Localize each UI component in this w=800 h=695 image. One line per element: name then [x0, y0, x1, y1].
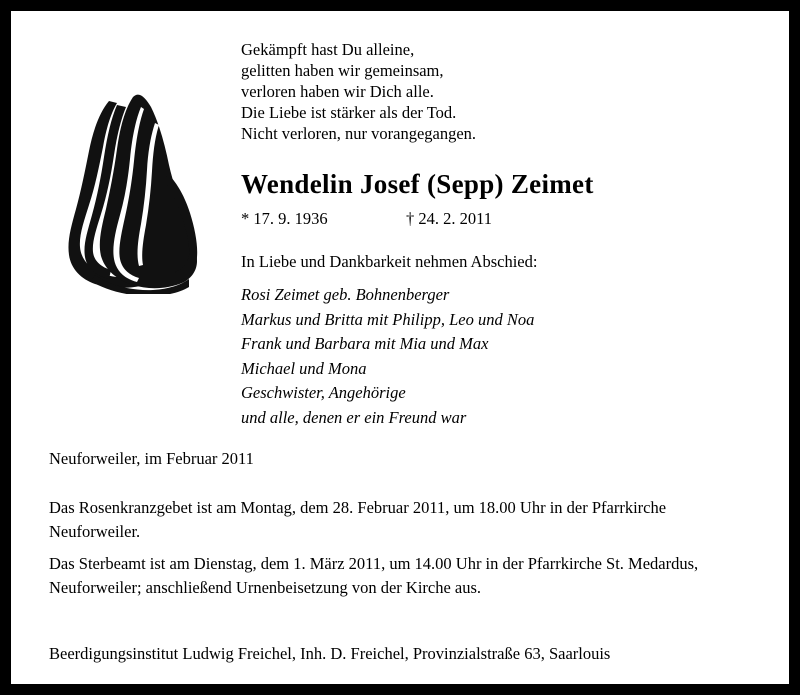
place-and-date: Neuforweiler, im Februar 2011 [49, 449, 254, 468]
family-member: Markus und Britta mit Philipp, Leo und Noa [241, 309, 535, 329]
death-date: † 24. 2. 2011 [406, 209, 493, 228]
verse-text [241, 39, 476, 144]
life-dates [241, 209, 492, 229]
funeral-mass-paragraph: Das Sterbeamt ist am Dienstag, dem 1. März 2011, um 14.00 Uhr in der Pfarrkirche St. Medardus, Neuforweiler; anschließend Urnenbeisetzung von der Kirche aus. [49, 554, 699, 597]
family-member: Rosi Zeimet geb. Bohnenberger [241, 285, 450, 304]
farewell-intro: In Liebe und Dankbarkeit nehmen Abschied: [241, 252, 538, 271]
family-member: Michael und Mona [241, 358, 367, 378]
funeral-home-footer: Beerdigungsinstitut Ludwig Freichel, Inh. D. Freichel, Provinzialstraße 63, Saarlouis [49, 644, 611, 663]
verse-line: Gekämpft hast Du alleine, [241, 40, 415, 59]
verse-line: Nicht verloren, nur vorangegangen. [241, 124, 477, 143]
verse-line: verloren haben wir Dich alle. [241, 82, 434, 101]
family-member: Geschwister, Angehörige [241, 383, 406, 402]
obituary-inner [11, 11, 789, 684]
rosary-service-paragraph: Das Rosenkranzgebet ist am Montag, dem 28. Februar 2011, um 18.00 Uhr in der Pfarrkirche Neuforweiler. [49, 498, 667, 541]
family-member: und alle, denen er ein Freund war [241, 407, 467, 427]
deceased-name: Wendelin Josef (Sepp) Zeimet [241, 169, 594, 199]
birth-date: * 17. 9. 1936 [241, 209, 328, 228]
family-member: Frank und Barbara mit Mia und Max [241, 334, 489, 353]
praying-hands-icon [49, 79, 199, 294]
verse-line: gelitten haben wir gemeinsam, [241, 61, 444, 80]
family-list [241, 283, 534, 430]
verse-line: Die Liebe ist stärker als der Tod. [241, 103, 457, 122]
